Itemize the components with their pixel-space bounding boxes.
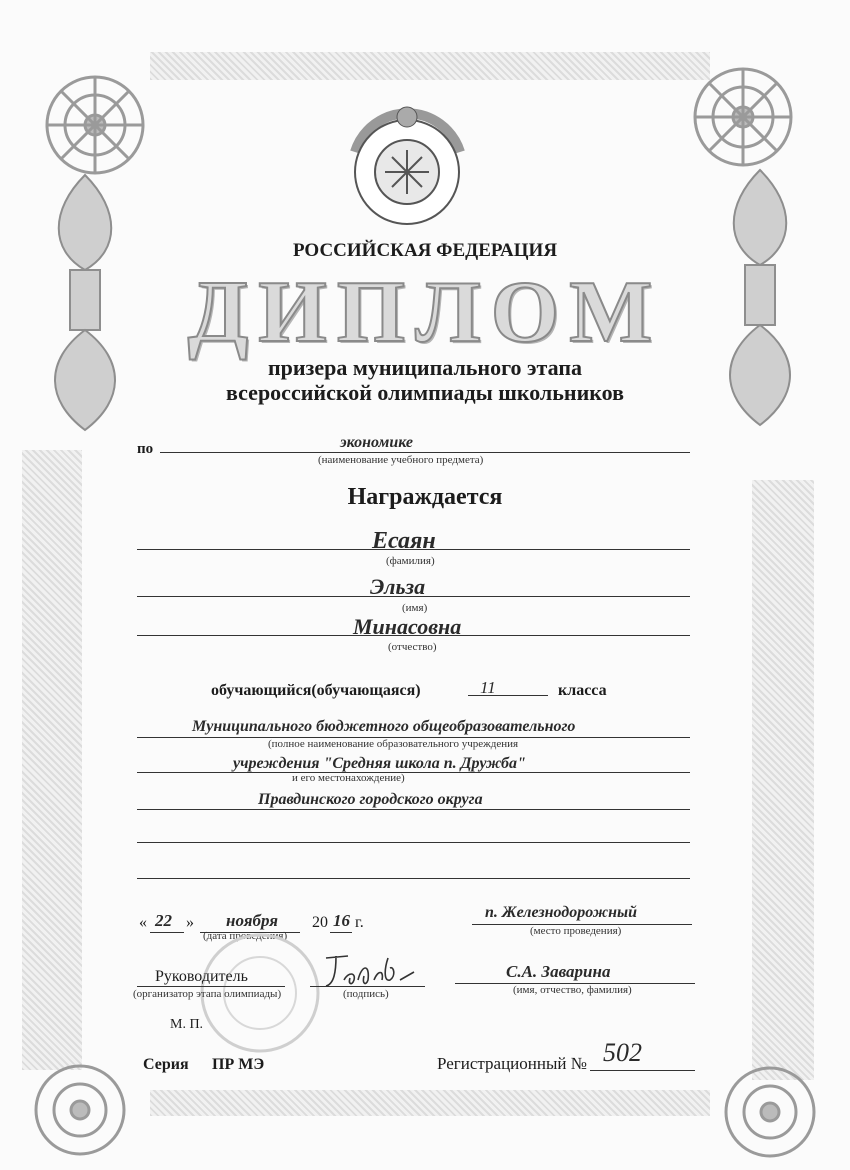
registration-label: Регистрационный №: [437, 1054, 587, 1073]
grade-value: 11: [480, 678, 496, 697]
olympiad-emblem-icon: [340, 92, 475, 227]
frame-top-border: [150, 52, 710, 80]
subtitle-line-1: призера муниципального этапа: [267, 355, 583, 380]
school-underline-3: [137, 809, 690, 810]
date-caption: (дата проведения): [203, 930, 288, 942]
school-caption-2: и его местонахождение): [292, 772, 405, 784]
date-month: ноября: [226, 911, 278, 930]
subject-prefix: по: [137, 441, 154, 457]
school-line-3: Правдинского городского округа: [258, 791, 483, 808]
registration-value: 502: [603, 1038, 642, 1067]
grade-prefix: обучающийся(обучающаяся): [211, 682, 421, 699]
registration-line: [590, 1070, 695, 1071]
stamp-label: М. П.: [170, 1017, 204, 1032]
subject-caption: (наименование учебного предмета): [318, 454, 484, 466]
date-day: 22: [155, 911, 172, 930]
grade-suffix: класса: [558, 682, 607, 699]
day-line: [150, 932, 184, 933]
date-year-prefix: 20: [312, 914, 328, 931]
subject-line: [160, 452, 690, 453]
frame-right-border: [752, 480, 814, 1080]
place-value: п. Железнодорожный: [485, 904, 637, 921]
series-label: Серия: [143, 1056, 189, 1073]
role-line: [137, 986, 285, 987]
school-line-1: Муниципального бюджетного общеобразовательного: [192, 718, 576, 735]
signature-line: [310, 986, 425, 987]
signer-name: С.А. Заварина: [506, 962, 611, 981]
corner-rosette-icon: [688, 62, 798, 172]
name-caption: (имя): [402, 602, 428, 614]
place-caption: (место проведения): [530, 925, 622, 937]
school-line-2: учреждения "Средняя школа п. Дружба": [233, 755, 526, 772]
signature-caption: (подпись): [343, 988, 389, 1000]
patronymic-caption: (отчество): [388, 641, 437, 653]
role-caption: (организатор этапа олимпиады): [133, 988, 282, 1000]
frame-left-border: [22, 450, 82, 1070]
school-caption-1: (полное наименование образовательного учреждения: [268, 738, 519, 750]
subtitle-line-2: всероссийской олимпиады школьников: [226, 380, 624, 405]
date-close-quote: »: [186, 914, 194, 931]
awarded-label: Награждается: [347, 484, 503, 510]
subject-value: экономике: [340, 434, 414, 451]
role-label: Руководитель: [155, 968, 248, 985]
country-label: РОССИЙСКАЯ ФЕДЕРАЦИЯ: [292, 240, 558, 261]
surname-caption: (фамилия): [386, 555, 435, 567]
corner-rosette-icon: [30, 1060, 130, 1160]
frame-bottom-border: [150, 1090, 710, 1116]
date-year-unit: г.: [355, 914, 364, 931]
year-line: [330, 932, 352, 933]
series-value: ПР МЭ: [212, 1056, 265, 1073]
surname-value: Есаян: [372, 528, 436, 554]
name-value: Эльза: [370, 574, 426, 599]
patronymic-value: Минасовна: [353, 614, 462, 639]
school-underline-5: [137, 878, 690, 879]
date-year-suffix: 16: [333, 911, 350, 930]
corner-rosette-icon: [720, 1062, 820, 1162]
school-underline-2: [137, 772, 690, 773]
signer-caption: (имя, отчество, фамилия): [513, 984, 632, 996]
school-underline-4: [137, 842, 690, 843]
corner-rosette-icon: [40, 70, 150, 180]
date-open-quote: «: [139, 914, 147, 931]
diploma-title: ДИПЛОМ: [187, 264, 663, 361]
